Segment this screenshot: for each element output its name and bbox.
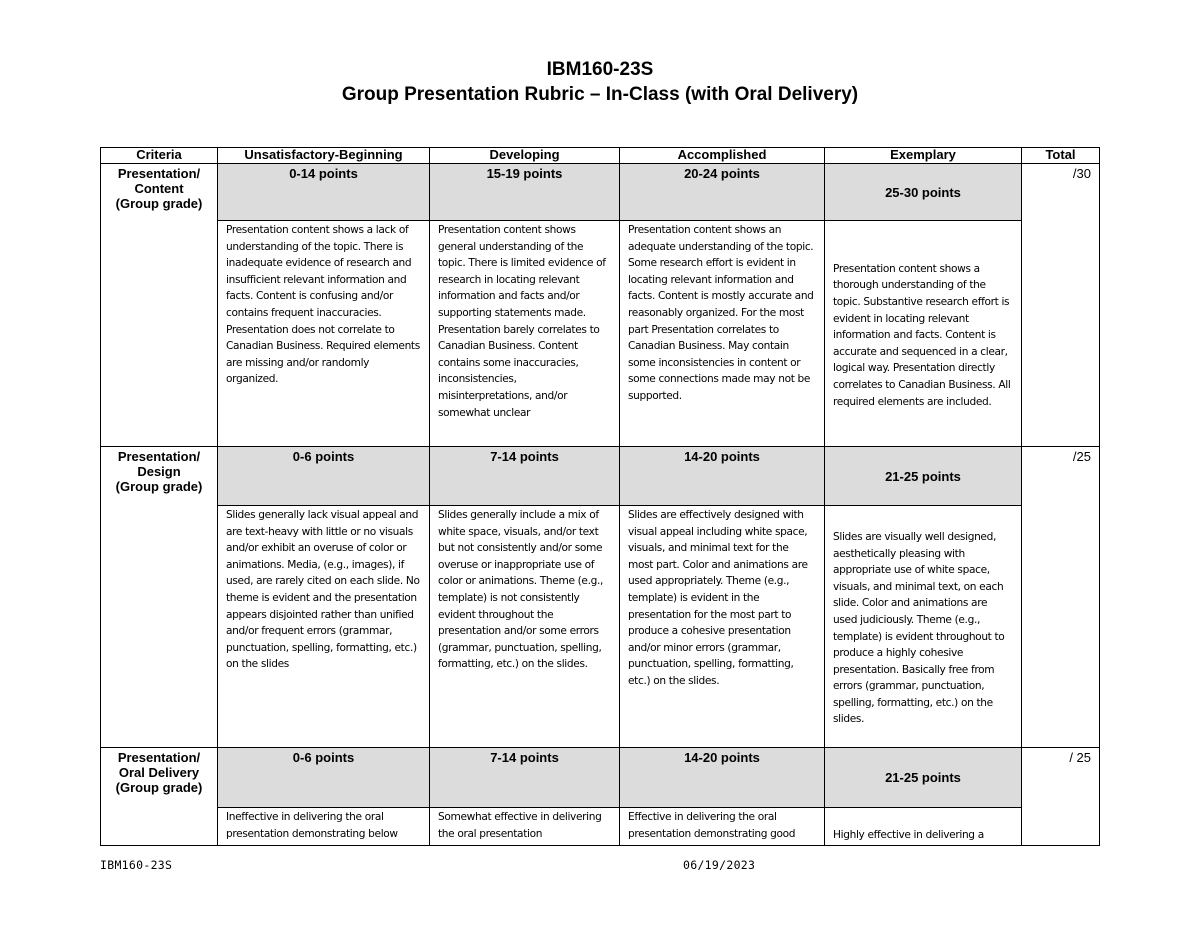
points-exemplary: 21-25 points [825,447,1022,506]
description-accomplished: Presentation content shows an adequate understanding of the topic. Some research effort is evident in locating relevant information and facts. Content is mostly accurate and reasonably organized. For the most part Presentation correlates to Canadian Business. May contain some inconsistencies in content or some connections made may not be supported. [620,221,825,447]
total-design: /25 [1022,447,1100,748]
col-header-accomplished: Accomplished [620,148,825,164]
description-unsatisfactory: Slides generally lack visual appeal and are text-heavy with little or no visuals and/or exhibit an overuse of color or animations. Media, (e.g., images), if used, are rarely cited on each slide. No theme is evident and the presentation appears disjointed rather than unified and/or frequent errors (grammar, punctuation, spelling, formatting, etc.) on the slides [218,506,430,748]
description-accomplished: Effective in delivering the oral presentation demonstrating good [620,808,825,846]
points-developing: 7-14 points [430,748,620,808]
total-content: /30 [1022,164,1100,447]
points-unsatisfactory: 0-6 points [218,447,430,506]
points-unsatisfactory: 0-6 points [218,748,430,808]
description-exemplary: Highly effective in delivering a [825,808,1022,846]
criteria-oral-delivery: Presentation/ Oral Delivery (Group grade) [101,748,218,846]
points-exemplary: 21-25 points [825,748,1022,808]
description-unsatisfactory: Ineffective in delivering the oral presentation demonstrating below [218,808,430,846]
header-row [101,148,1100,164]
description-developing: Slides generally include a mix of white space, visuals, and/or text but not consistently and/or some overuse or inappropriate use of color or animations. Theme (e.g., template) is not consistently evident throughout the presentation and/or some errors (grammar, punctuation, spelling, formatting, etc.) on the slides. [430,506,620,748]
points-accomplished: 14-20 points [620,748,825,808]
description-row-oral-delivery [101,808,1100,846]
col-header-criteria: Criteria [101,148,218,164]
description-row-design [101,506,1100,748]
col-header-unsatisfactory: Unsatisfactory-Beginning [218,148,430,164]
description-developing: Somewhat effective in delivering the oral presentation [430,808,620,846]
description-exemplary: Slides are visually well designed, aesthetically pleasing with appropriate use of white space, visuals, and minimal text, on each slide. Color and animations are used judiciously. Theme (e.g., template) is evident throughout to produce a highly cohesive presentation. Basically free from errors (grammar, punctuation, spelling, formatting, etc.) on the slides. [825,506,1022,748]
points-unsatisfactory: 0-14 points [218,164,430,221]
description-unsatisfactory: Presentation content shows a lack of understanding of the topic. There is inadequate evidence of research and insufficient relevant information and facts. Content is confusing and/or contains frequent inaccuracies. Presentation does not correlate to Canadian Business. Required elements are missing and/or randomly organized. [218,221,430,447]
points-row-design [101,447,1100,506]
total-oral-delivery: / 25 [1022,748,1100,846]
col-header-exemplary: Exemplary [825,148,1022,164]
points-row-content [101,164,1100,221]
course-code-heading: IBM160-23S [546,59,654,80]
col-header-developing: Developing [430,148,620,164]
description-exemplary: Presentation content shows a thorough understanding of the topic. Substantive research effort is evident in locating relevant information and facts. Content is accurate and sequenced in a clear, logical way. Presentation directly correlates to Canadian Business. All required elements are included. [825,221,1022,447]
document-title-block [0,58,1200,108]
rubric-table [100,147,1100,846]
description-row-content [101,221,1100,447]
points-accomplished: 14-20 points [620,447,825,506]
points-developing: 7-14 points [430,447,620,506]
points-developing: 15-19 points [430,164,620,221]
description-developing: Presentation content shows general understanding of the topic. There is limited evidence of research in locating relevant information and facts and/or supporting statements made. Presentation barely correlates to Canadian Business. Content contains some inaccuracies, inconsistencies, misinterpretations, and/or somewhat unclear [430,221,620,447]
footer-date: 06/19/2023 [683,858,756,872]
criteria-content: Presentation/ Content (Group grade) [101,164,218,447]
points-accomplished: 20-24 points [620,164,825,221]
col-header-total: Total [1022,148,1100,164]
footer-course-code: IBM160-23S [100,858,173,872]
description-accomplished: Slides are effectively designed with visual appeal including white space, visuals, and minimal text for the most part. Color and animations are used appropriately. Theme (e.g., template) is evident in the presentation for the most part to produce a cohesive presentation and/or minor errors (grammar, punctuation, spelling, formatting, etc.) on the slides. [620,506,825,748]
rubric-title: Group Presentation Rubric – In-Class (with Oral Delivery) [341,84,859,105]
criteria-design: Presentation/ Design (Group grade) [101,447,218,748]
points-row-oral-delivery [101,748,1100,808]
points-exemplary: 25-30 points [825,164,1022,221]
